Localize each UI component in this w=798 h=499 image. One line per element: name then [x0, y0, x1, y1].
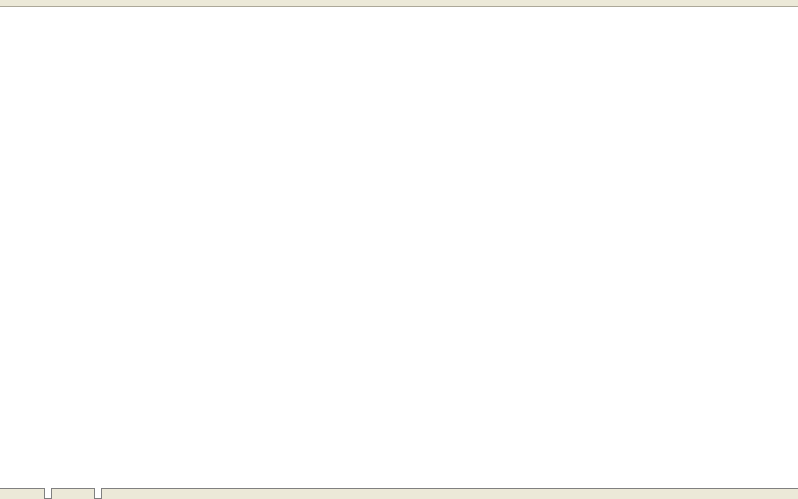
sheet-tab-218[interactable]	[44, 488, 52, 499]
sheet-tab-bar	[0, 488, 798, 499]
sheet-tab-main-materials[interactable]	[94, 488, 102, 499]
column-header-bar	[0, 0, 798, 7]
